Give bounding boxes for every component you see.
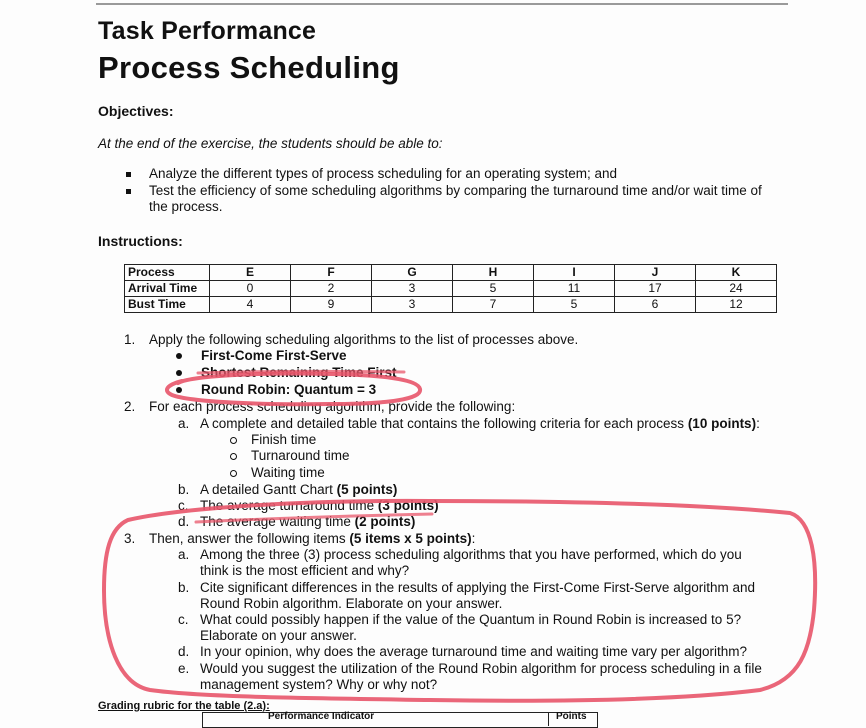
item2a-text	[200, 416, 760, 431]
algorithm-item	[201, 382, 376, 397]
burst-cell: 9	[291, 297, 372, 313]
document-kicker: Task Performance	[98, 17, 317, 45]
process-name: K	[696, 265, 777, 281]
criteria-label: Turnaround time	[251, 448, 350, 463]
sub-label: b.	[178, 482, 190, 497]
question-line: Among the three (3) process scheduling algorithms that you have performed, which do you	[200, 547, 742, 562]
burst-cell: 7	[453, 297, 534, 313]
question-label: c.	[178, 612, 189, 627]
instructions-heading: Instructions:	[98, 233, 183, 249]
points-label: (2 points)	[354, 514, 416, 529]
row-label: Process	[125, 265, 210, 281]
arrival-cell: 0	[210, 281, 291, 297]
question-label: b.	[178, 580, 190, 595]
burst-cell: 12	[696, 297, 777, 313]
process-row	[125, 265, 777, 281]
arrival-cell: 3	[372, 281, 453, 297]
algorithm-label: First-Come First-Serve	[201, 348, 347, 363]
arrival-cell: 24	[696, 281, 777, 297]
objective-bullet	[149, 166, 617, 181]
circle-bullet-icon	[230, 453, 237, 460]
burst-cell: 4	[210, 297, 291, 313]
item1-text: Apply the following scheduling algorithms to the list of processes above.	[149, 332, 579, 347]
item2a-body: A complete and detailed table that contains the following criteria for each process	[200, 416, 685, 431]
bullet-icon	[126, 172, 131, 177]
points-label: (5 items x 5 points)	[349, 531, 472, 546]
list-number: 3.	[124, 531, 136, 546]
item2b-text	[200, 482, 397, 497]
bullet-icon	[126, 189, 131, 194]
item3-text	[149, 531, 475, 546]
process-name: E	[210, 265, 291, 281]
grading-col-points: Points	[556, 711, 587, 722]
colon: :	[471, 531, 476, 546]
algorithm-item	[201, 348, 347, 363]
criteria-label: Finish time	[251, 432, 317, 447]
burst-cell: 6	[615, 297, 696, 313]
arrival-cell: 17	[615, 281, 696, 297]
item3-body: Then, answer the following items	[149, 531, 346, 546]
question-line: What could possibly happen if the value of the Quantum in Round Robin is increased to 5?	[200, 612, 742, 627]
list-number: 2.	[124, 399, 136, 414]
bullet-icon	[176, 353, 182, 359]
process-name: H	[453, 265, 534, 281]
grading-caption: Grading rubric for the table (2.a):	[98, 700, 270, 712]
objective-text: Analyze the different types of process scheduling for an operating system; and	[149, 166, 618, 181]
sub-label: d.	[178, 514, 190, 529]
list-number: 1.	[124, 332, 136, 347]
criteria-label: Waiting time	[251, 465, 325, 480]
objectives-intro: At the end of the exercise, the students should be able to:	[98, 136, 443, 151]
process-name: J	[615, 265, 696, 281]
points-label: (5 points)	[336, 482, 398, 497]
algorithm-item	[201, 365, 397, 380]
objective-text: Test the efficiency of some scheduling algorithms by comparing the turnaround time and/or wait time of	[149, 183, 762, 198]
question-line: Cite significant differences in the results of applying the First-Come First-Serve algorithm and	[200, 580, 755, 595]
question-line: think is the most efficient and why?	[200, 563, 410, 578]
item2b-body: A detailed Gantt Chart	[200, 482, 333, 497]
circle-bullet-icon	[230, 470, 237, 477]
colon: :	[756, 416, 760, 431]
process-name: G	[372, 265, 453, 281]
row-label: Bust Time	[125, 297, 210, 313]
objective-text-continued: the process.	[149, 199, 223, 214]
algorithm-label: Shortest Remaining Time First	[201, 365, 397, 380]
burst-cell: 5	[534, 297, 615, 313]
question-line: In your opinion, why does the average turnaround time and waiting time vary per algorithm?	[200, 644, 748, 659]
bullet-icon	[176, 387, 182, 393]
criteria-item	[251, 448, 350, 463]
algorithm-label: Round Robin: Quantum = 3	[201, 382, 377, 397]
criteria-item	[251, 432, 316, 447]
grading-table-divider	[548, 712, 549, 726]
process-table	[124, 264, 777, 313]
process-name: I	[534, 265, 615, 281]
question-label: d.	[178, 644, 190, 659]
item2d-text	[200, 514, 415, 529]
item2c-text	[200, 498, 439, 513]
question-line: Round Robin algorithm. Elaborate on your answer.	[200, 596, 503, 611]
circle-bullet-icon	[230, 437, 237, 444]
row-label: Arrival Time	[125, 281, 210, 297]
points-label: (10 points)	[687, 416, 757, 431]
item2c-body: The average turnaround time	[200, 498, 375, 513]
arrival-cell: 2	[291, 281, 372, 297]
question-label: e.	[178, 661, 190, 676]
burst-row	[125, 297, 777, 313]
objectives-heading: Objectives:	[98, 103, 174, 119]
item2d-body: The average waiting time	[200, 514, 351, 529]
arrival-cell: 5	[453, 281, 534, 297]
grading-table	[202, 712, 598, 728]
burst-cell: 3	[372, 297, 453, 313]
criteria-item	[251, 465, 325, 480]
sub-label: c.	[178, 498, 189, 513]
item2-text: For each process scheduling algorithm, provide the following:	[149, 399, 516, 414]
question-line: Elaborate on your answer.	[200, 628, 357, 643]
question-line: Would you suggest the utilization of the Round Robin algorithm for process scheduling in a file	[200, 661, 762, 676]
sub-label: a.	[178, 416, 190, 431]
points-label: (3 points)	[377, 498, 439, 513]
top-rule	[96, 3, 788, 5]
objective-bullet	[149, 183, 762, 198]
grading-col-indicator: Performance Indicator	[268, 711, 375, 722]
question-line: management system? Why or why not?	[200, 677, 438, 692]
arrival-cell: 11	[534, 281, 615, 297]
process-name: F	[291, 265, 372, 281]
bullet-icon	[176, 370, 182, 376]
question-label: a.	[178, 547, 190, 562]
document-title: Process Scheduling	[98, 50, 400, 85]
arrival-row	[125, 281, 777, 297]
